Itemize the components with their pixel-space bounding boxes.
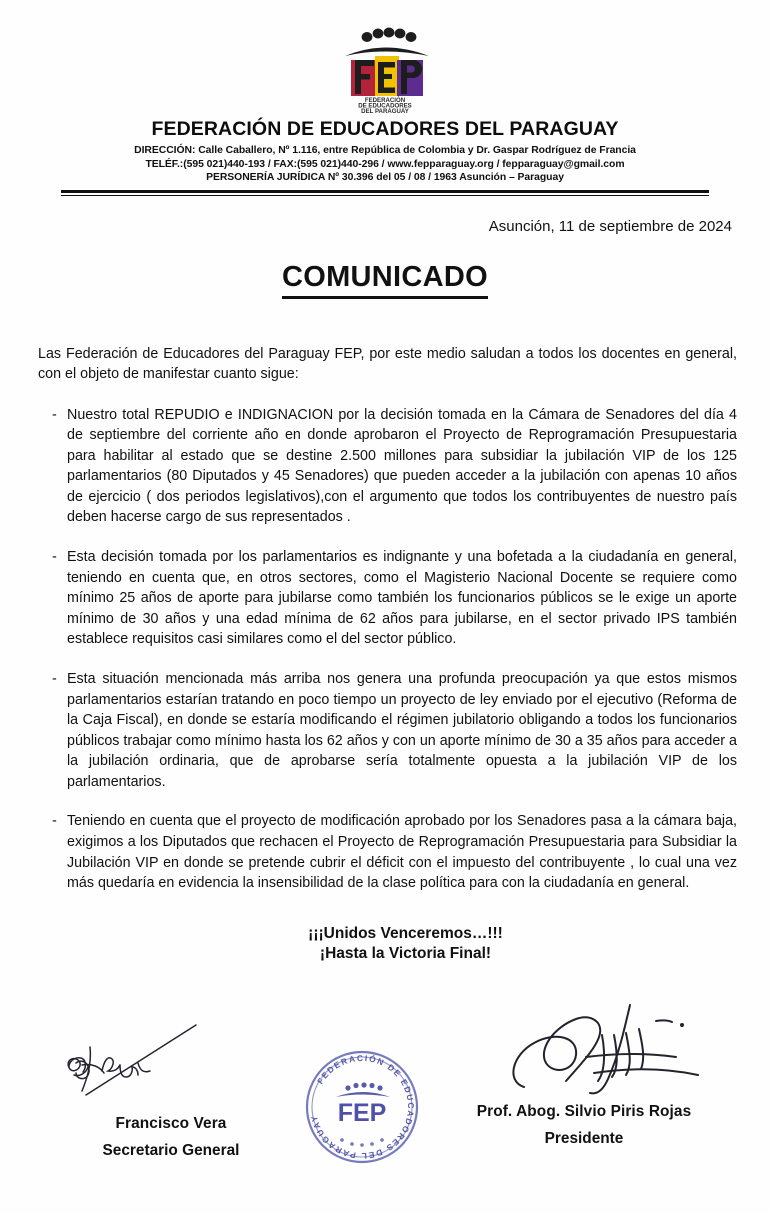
svg-text:FEDERACIÓN: FEDERACIÓN bbox=[364, 97, 406, 104]
seal-center-text: FEP bbox=[337, 1098, 387, 1127]
intro-paragraph: Las Federación de Educadores del Paraguay FEP, por este medio saludan a todos los docentes en general, con el objeto de manifestar cuanto sigue: bbox=[38, 346, 737, 383]
page-title-text: COMUNICADO bbox=[282, 261, 488, 299]
legal-line: PERSONERÍA JURÍDICA Nº 30.396 del 05 / 08 / 1963 Asunción – Paraguay bbox=[206, 172, 564, 183]
address-line: DIRECCIÓN: Calle Caballero, Nº 1.116, entre República de Colombia y Dr. Gaspar Rodríguez de Francia bbox=[134, 145, 636, 156]
bullet-list bbox=[38, 405, 737, 894]
list-item bbox=[38, 547, 737, 650]
list-item-text: Esta decisión tomada por los parlamentarios es indignante y una bofetada a la ciudadanía en general, teniendo en cuenta que, en otros sectores, como el Magisterio Nacional Docente se requiere como mínimo 25 años de aporte para jubilarse como también los funcionarios públicos se le exige un aporte mínimo de 30 años y una edad mínima de 62 años para jubilarse, en el sector privado IPS también establece requisitos casi similares como el del sector público. bbox=[67, 549, 737, 648]
header-divider bbox=[61, 190, 709, 196]
list-item-text: Nuestro total REPUDIO e INDIGNACION por la decisión tomada en la Cámara de Senadores del día 4 de septiembre del corriente año en donde aprobaron el Proyecto de Reprogramación Presupuestaria para habilitar al estado que se destine 2.500 millones para subsidiar la jubilación VIP de los 125 parlamentarios (80 Diputados y 45 Senadores) que pueden acceder a la jubilación con apenas 10 años de ejercicio ( dos periodos legislativos),con el argumento que todos los contribuyentes de nuestro país deben hacerse cargo de sus representados . bbox=[67, 406, 737, 526]
slogan bbox=[38, 924, 737, 965]
svg-text:FEDERACIÓN DE EDUCADORES DEL P: FEDERACIÓN DE EDUCADORES DEL PARAGUAY bbox=[308, 1052, 417, 1162]
slogan-line-1: ¡¡¡Unidos Venceremos…!!! bbox=[308, 924, 503, 942]
list-item bbox=[38, 669, 737, 792]
svg-text:DEL PARAGUAY: DEL PARAGUAY bbox=[361, 108, 409, 114]
letterhead bbox=[0, 0, 770, 196]
signature-mark-president bbox=[434, 995, 734, 1103]
svg-text:DE EDUCADORES: DE EDUCADORES bbox=[358, 102, 412, 110]
list-item bbox=[38, 405, 737, 528]
organization-name: FEDERACIÓN DE EDUCADORES DEL PARAGUAY bbox=[151, 118, 619, 140]
signature-area bbox=[0, 983, 770, 1218]
signatory-name: Prof. Abog. Silvio Piris Rojas bbox=[476, 1102, 692, 1120]
slogan-line-2: ¡Hasta la Victoria Final! bbox=[319, 945, 492, 963]
document-body bbox=[38, 344, 737, 965]
signature-mark-secretary bbox=[46, 1023, 296, 1115]
fep-logo bbox=[315, 26, 455, 114]
signature-block-president bbox=[434, 995, 734, 1148]
official-seal bbox=[300, 1045, 424, 1169]
signatory-role: Secretario General bbox=[102, 1141, 240, 1159]
bullet-marker: - bbox=[52, 406, 57, 423]
signatory-role: Presidente bbox=[544, 1129, 624, 1147]
fep-logo-svg bbox=[315, 26, 455, 114]
signature-block-secretary bbox=[46, 1023, 296, 1160]
header-divider-thin bbox=[61, 195, 709, 197]
list-item bbox=[38, 811, 737, 893]
bullet-marker: - bbox=[52, 549, 57, 566]
contact-line: TELÉF.:(595 021)440-193 / FAX:(595 021)440-296 / www.fepparaguay.org / fepparaguay@gmail.com bbox=[145, 158, 625, 170]
page-title bbox=[0, 261, 770, 299]
bullet-marker: - bbox=[52, 670, 57, 687]
bullet-marker: - bbox=[52, 813, 57, 830]
list-item-text: Esta situación mencionada más arriba nos genera una profunda preocupación ya que estos mismos parlamentarios estarían tratando en poco tiempo un proyecto de ley enviado por el ejecutivo (Reforma de la Caja Fiscal), en donde se estaría modificando el régimen jubilatorio obligando a todos los funcionarios públicos trabajar como mínimo hasta los 62 años y con un aporte mínimo de 30 a 35 años para acceder a la jubilación ordinaria, que de aprobarse sería totalmente opuesta a la jubilación VIP de los parlamentarios. bbox=[67, 670, 737, 790]
signature-svg-secretary bbox=[46, 1023, 296, 1115]
list-item-text: Teniendo en cuenta que el proyecto de modificación aprobado por los Senadores pasa a la cámara baja, exigimos a los Diputados que rechacen el Proyecto de Reprogramación Presupuestaria para Subsidiar la Jubilación VIP en donde se pretende cubrir el déficit con el impuesto del contribuyente , lo cual una vez más quedaría en evidencia la insensibilidad de la clase política para con la ciudadanía en general. bbox=[67, 813, 737, 892]
signatory-name: Francisco Vera bbox=[115, 1114, 227, 1132]
signature-svg-president bbox=[434, 995, 734, 1103]
official-seal-svg bbox=[300, 1045, 424, 1169]
date-line: Asunción, 11 de septiembre de 2024 bbox=[488, 218, 732, 235]
